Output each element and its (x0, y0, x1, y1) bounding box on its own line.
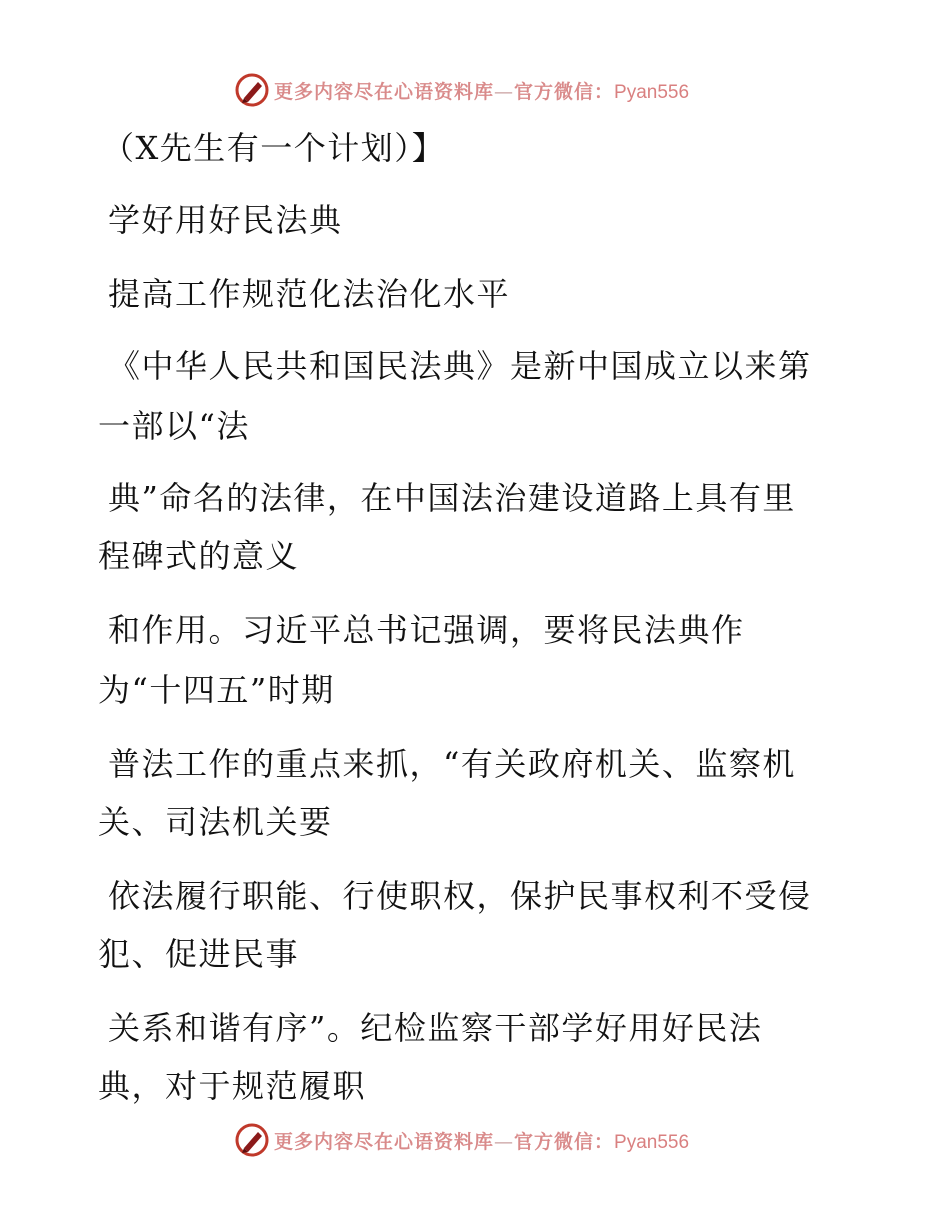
text-line: 提高工作规范化法治化水平 (108, 275, 511, 313)
watermark-handle: Pyan556 (614, 1131, 690, 1153)
watermark-wechat-label: 官方微信： (514, 1130, 615, 1153)
text-line: 普法工作的重点来抓，“有关政府机关、监察机 (108, 745, 796, 783)
text-line: 依法履行职能、行使职权，保护民事权利不受侵 (108, 877, 812, 915)
text-line: 程碑式的意义 (98, 537, 300, 575)
text-line: 关、司法机关要 (98, 803, 333, 841)
text-line: 学好用好民法典 (108, 201, 343, 239)
pen-logo-icon (234, 72, 270, 108)
text-line: 为“十四五”时期 (98, 671, 335, 709)
watermark-dash: — (494, 80, 515, 103)
watermark-dash: — (494, 1130, 515, 1153)
text-line: 关系和谐有序”。纪检监察干部学好用好民法 (108, 1009, 763, 1047)
text-line: 和作用。习近平总书记强调，要将民法典作 (108, 611, 745, 649)
text-line: 典”命名的法律，在中国法治建设道路上具有里 (108, 479, 796, 517)
watermark-text (274, 77, 689, 104)
watermark-handle: Pyan556 (614, 81, 690, 103)
header-watermark (234, 70, 714, 110)
text-line: 犯、促进民事 (98, 935, 300, 973)
text-line: 一部以“法 (98, 407, 250, 445)
watermark-main-text: 更多内容尽在心语资料库 (274, 80, 495, 103)
text-line: 《中华人民共和国民法典》是新中国成立以来第 (108, 347, 812, 385)
watermark-main-text: 更多内容尽在心语资料库 (274, 1130, 495, 1153)
footer-watermark (234, 1120, 714, 1160)
watermark-text (274, 1127, 689, 1154)
text-line: 典，对于规范履职 (98, 1067, 367, 1105)
watermark-wechat-label: 官方微信： (514, 80, 615, 103)
text-line: （X先生有一个计划）】 (102, 129, 446, 167)
pen-logo-icon (234, 1122, 270, 1158)
